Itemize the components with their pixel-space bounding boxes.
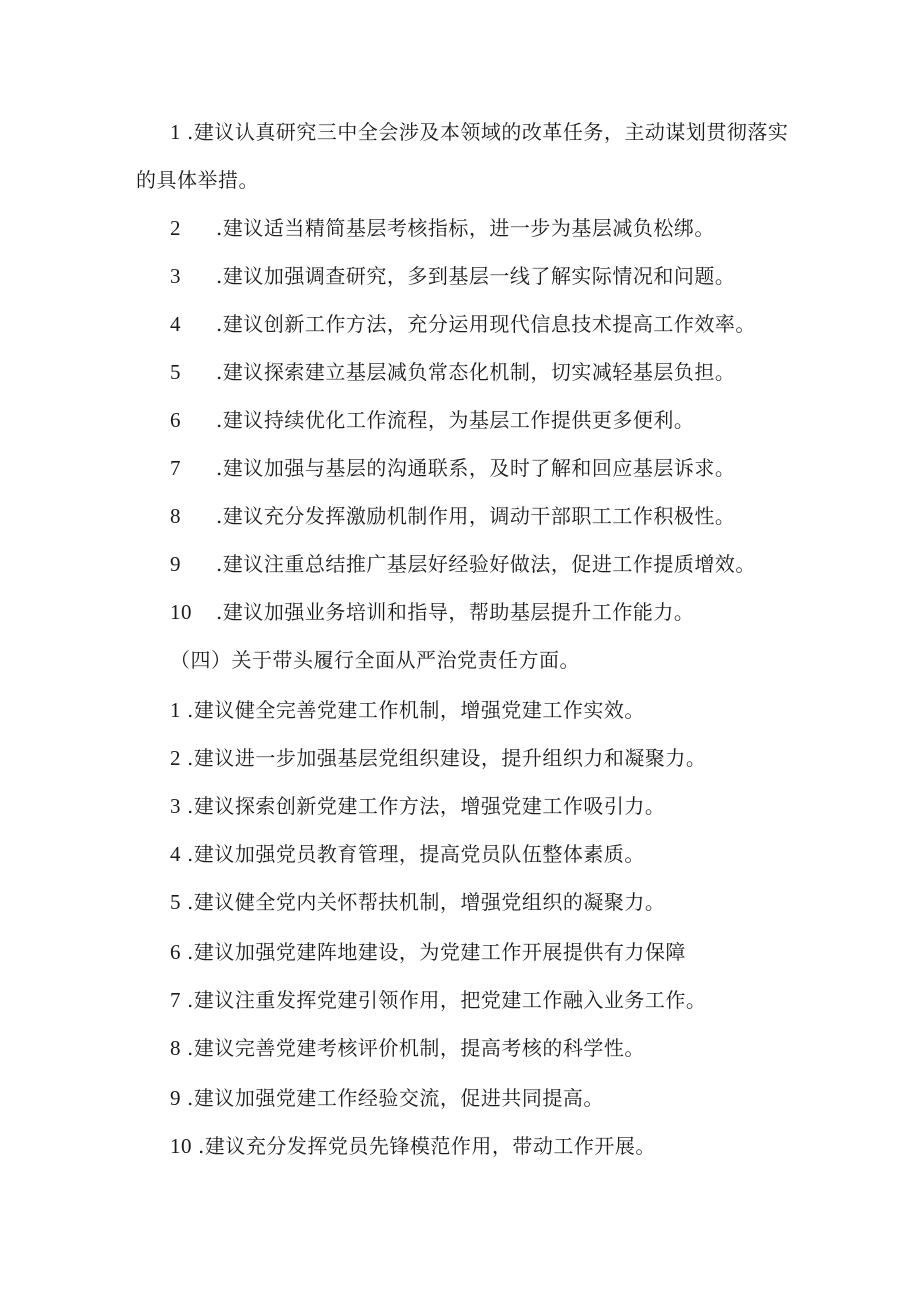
list-item (170, 454, 735, 482)
list-item (170, 840, 645, 868)
list-item (170, 986, 706, 1014)
item-text: .建议持续优化工作流程，为基层工作提供更多便利。 (216, 408, 695, 432)
item-text: .建议探索建立基层减负常态化机制，切实减轻基层负担。 (216, 360, 736, 384)
section-heading-text: （四）关于带头履行全面从严治党责任方面。 (170, 648, 580, 672)
list-item (170, 1084, 604, 1112)
item-text: .建议加强党建阵地建设，为党建工作开展提供有力保障 (187, 940, 686, 964)
item-text: .建议充分发挥激励机制作用，调动干部职工工作积极性。 (216, 504, 736, 528)
item-number: 6 (170, 408, 181, 432)
item-text: .建议加强与基层的沟通联系，及时了解和回应基层诉求。 (216, 456, 736, 480)
item-text: .建议认真研究三中全会涉及本领域的改革任务，主动谋划贯彻落实 (187, 120, 789, 144)
item-number: 10 (170, 600, 192, 624)
list-item-continuation (136, 166, 259, 194)
item-number: 6 (170, 940, 181, 964)
item-number: 10 (170, 1134, 192, 1158)
item-number: 5 (170, 360, 181, 384)
section-heading (170, 646, 580, 674)
list-item (170, 118, 788, 146)
list-item (170, 938, 686, 966)
list-item (170, 1132, 656, 1160)
item-number: 8 (170, 504, 181, 528)
item-number: 1 (170, 698, 181, 722)
item-text: .建议适当精简基层考核指标，进一步为基层减负松绑。 (216, 216, 715, 240)
item-number: 2 (170, 746, 181, 770)
item-number: 3 (170, 794, 181, 818)
list-item (170, 744, 706, 772)
list-item (170, 358, 735, 386)
item-text: .建议加强党建工作经验交流，促进共同提高。 (187, 1086, 604, 1110)
item-number: 4 (170, 312, 181, 336)
list-item (170, 888, 665, 916)
list-item (170, 262, 735, 290)
item-text: .建议加强调查研究，多到基层一线了解实际情况和问题。 (216, 264, 736, 288)
item-text: .建议进一步加强基层党组织建设，提升组织力和凝聚力。 (187, 746, 707, 770)
item-text: .建议创新工作方法，充分运用现代信息技术提高工作效率。 (216, 312, 756, 336)
list-item (170, 598, 694, 626)
item-number: 4 (170, 842, 181, 866)
item-text: .建议加强业务培训和指导，帮助基层提升工作能力。 (216, 600, 695, 624)
item-number: 5 (170, 890, 181, 914)
item-number: 2 (170, 216, 181, 240)
item-text: .建议注重发挥党建引领作用，把党建工作融入业务工作。 (187, 988, 707, 1012)
item-number: 1 (170, 120, 181, 144)
list-item (170, 792, 665, 820)
item-text: .建议健全党内关怀帮扶机制，增强党组织的凝聚力。 (187, 890, 666, 914)
item-text: .建议充分发挥党员先锋模范作用，带动工作开展。 (198, 1134, 656, 1158)
item-text: .建议完善党建考核评价机制，提高考核的科学性。 (187, 1036, 645, 1060)
item-number: 9 (170, 552, 181, 576)
item-number: 7 (170, 456, 181, 480)
item-text: .建议注重总结推广基层好经验好做法，促进工作提质增效。 (216, 552, 756, 576)
item-number: 8 (170, 1036, 181, 1060)
list-item (170, 1034, 645, 1062)
list-item (170, 310, 756, 338)
item-number: 9 (170, 1086, 181, 1110)
item-text: .建议健全完善党建工作机制，增强党建工作实效。 (187, 698, 645, 722)
list-item (170, 502, 735, 530)
list-item (170, 550, 756, 578)
item-text: .建议探索创新党建工作方法，增强党建工作吸引力。 (187, 794, 666, 818)
item-number: 3 (170, 264, 181, 288)
item-number: 7 (170, 988, 181, 1012)
list-item (170, 696, 645, 724)
list-item (170, 214, 715, 242)
list-item (170, 406, 694, 434)
item-text: .建议加强党员教育管理，提高党员队伍整体素质。 (187, 842, 645, 866)
item-text: 的具体举措。 (136, 168, 259, 192)
